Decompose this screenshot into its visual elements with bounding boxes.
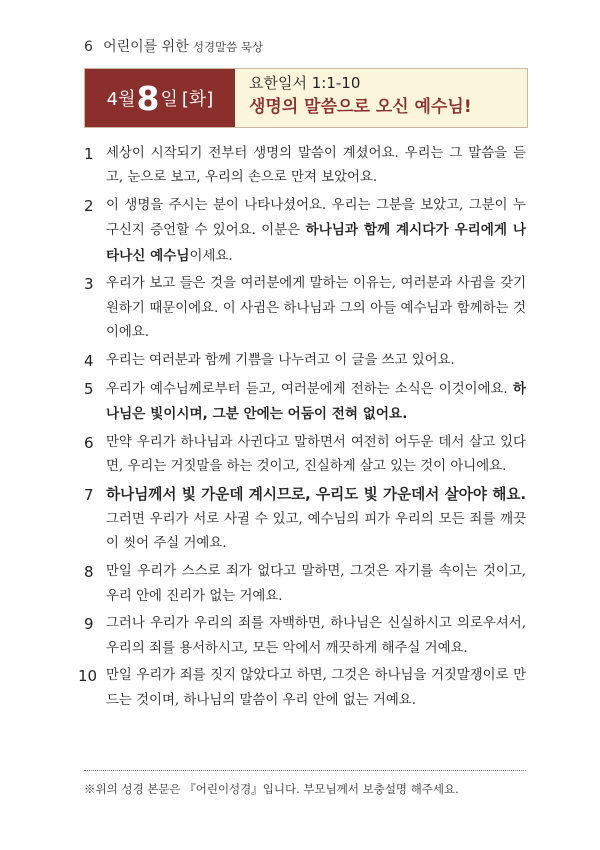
verse-number: 3 [84,275,94,294]
date-day-suffix: 일 [160,89,178,110]
verse-text: 만약 우리가 하나님과 사귄다고 말하면서 여전히 어두운 데서 살고 있다면, 우리는 거짓말을 하는 것이고, 진실하게 살고 있는 것이 아니에요. [106,434,526,475]
page-number: 6 [84,39,93,55]
devotion-title: 생명의 말씀으로 오신 예수님! [249,97,472,117]
verse-highlight: 하나님과 함께 계시다가 우리에게 나타나신 예수님 [106,222,527,264]
verse-number: 5 [84,379,94,398]
verse-9 [84,612,526,661]
verse-number: 9 [84,615,94,634]
series-title: 어린이를 위한 [103,39,189,55]
verse-text: 이세요. [189,248,233,264]
verse-list [78,142,527,717]
date-badge [85,69,235,127]
verse-text: 우리는 여러분과 함께 기쁨을 나누려고 이 글을 쓰고 있어요. [106,352,455,368]
verse-number: 8 [84,563,94,582]
verse-number: 10 [78,667,98,686]
verse-text: 우리가 예수님께로부터 듣고, 여러분에게 전하는 소식은 이것이에요. [106,381,513,397]
verse-10 [78,664,526,713]
verse-3 [84,272,526,345]
verse-number: 7 [84,485,94,504]
series-subtitle: 성경말씀 묵상 [192,40,264,54]
devotion-title-box [84,68,528,128]
verse-number: 1 [84,145,94,163]
date-month: 4월 [106,89,136,110]
verse-highlight: 하나님께서 빛 가운데 계시므로, 우리도 빛 가운데서 살아야 해요. [106,485,526,503]
verse-8 [84,560,526,609]
verse-text: 이 생명을 주시는 분이 나타나셨어요. 우리는 그분을 보았고, 그분이 누구신지 증언할 수 있어요. 이분은 [106,198,526,239]
title-panel [235,69,527,127]
verse-text: 우리가 보고 들은 것을 여러분에게 말하는 이유는, 여러분과 사귐을 갖기 원하기 때문이에요. 이 사귐은 하나님과 그의 아들 예수님과 함께하는 것이에요. [106,276,526,341]
verse-highlight: 하나님은 빛이시며, 그분 안에는 어둠이 전혀 없어요. [106,380,526,422]
page-header [84,36,524,56]
verse-text: 만일 우리가 스스로 죄가 없다고 말하면, 그것은 자기를 속이는 것이고, 우리 안에 진리가 없는 거예요. [106,564,526,604]
scripture-reference: 요한일서 1:1-10 [249,74,361,92]
verse-text: 세상이 시작되기 전부터 생명의 말씀이 계셨어요. 우리는 그 말씀을 듣고, 눈으로 보고, 우리의 손으로 만져 보았어요. [106,146,526,186]
verse-text: 그러나 우리가 우리의 죄를 자백하면, 하나님은 신실하시고 의로우셔서, 우리의 죄를 용서하시고, 모든 악에서 깨끗하게 해주실 거예요. [106,616,526,656]
verse-number: 4 [84,351,94,370]
verse-7 [84,483,526,557]
footnote-divider [84,770,526,771]
date-weekday: [화] [181,89,214,110]
verse-5 [84,377,526,428]
verse-text: 만일 우리가 죄를 짓지 않았다고 하면, 그것은 하나님을 거짓말쟁이로 만드는 것이며, 하나님의 말씀이 우리 안에 없는 거예요. [106,668,526,708]
verse-4 [84,349,526,373]
verse-text: 그러면 우리가 서로 사귈 수 있고, 예수님의 피가 우리의 모든 죄를 깨끗이 씻어 주실 거예요. [106,512,526,552]
date-day: 8 [136,78,160,118]
footnote: ※위의 성경 본문은 『어린이성경』입니다. 부모님께서 보충설명 해주세요. [84,782,459,796]
verse-number: 2 [84,197,94,216]
verse-number: 6 [84,433,94,452]
verse-1 [84,142,526,191]
verse-6 [84,431,526,480]
verse-2 [84,194,526,269]
